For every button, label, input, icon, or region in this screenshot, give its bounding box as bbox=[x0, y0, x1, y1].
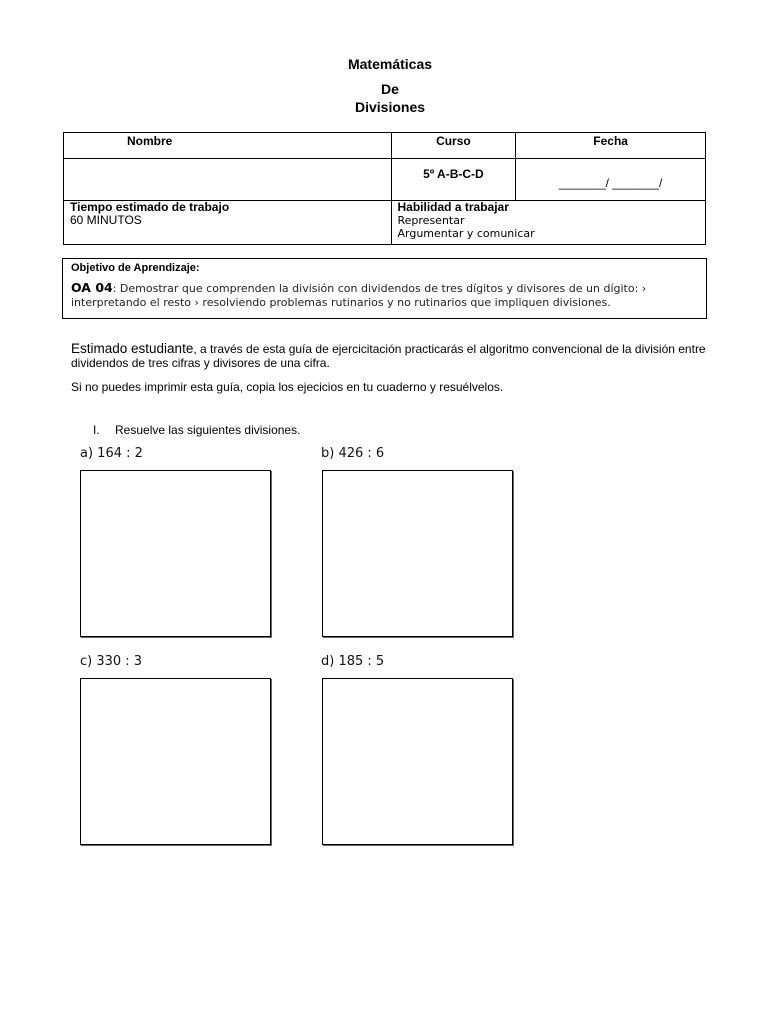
nombre-field[interactable] bbox=[64, 159, 392, 201]
section-instruction: Resuelve las siguientes divisiones. bbox=[115, 423, 301, 437]
curso-header: Curso bbox=[391, 133, 516, 159]
fecha-field[interactable]: _______/ _______/ bbox=[516, 159, 706, 201]
intro-note: Si no puedes imprimir esta guía, copia los ejecicios en tu cuaderno y resuélvelos. bbox=[71, 380, 504, 394]
habilidad-item: Argumentar y comunicar bbox=[397, 227, 535, 240]
section-number: I. bbox=[93, 423, 100, 437]
exercise-answer-box[interactable] bbox=[80, 470, 271, 637]
exercise-answer-box[interactable] bbox=[80, 678, 271, 845]
tiempo-cell bbox=[64, 201, 392, 245]
habilidad-item: Representar bbox=[397, 214, 465, 227]
section-heading bbox=[93, 423, 300, 437]
intro-greeting: Estimado estudiante bbox=[71, 341, 194, 356]
objective-label: Objetivo de Aprendizaje: bbox=[71, 262, 200, 274]
learning-objective-box bbox=[62, 258, 707, 319]
exercise-answer-box[interactable] bbox=[322, 470, 513, 637]
intro-paragraph bbox=[71, 342, 711, 370]
tiempo-label: Tiempo estimado de trabajo bbox=[70, 200, 230, 214]
tiempo-value: 60 MINUTOS bbox=[70, 213, 142, 227]
intro-text: , a través de esta guía de ejercicitación practicarás el algoritmo convencional de la división entre dividendos de tres cifras y divisores de una cifra. bbox=[71, 342, 706, 370]
exercise-label: c) 330 : 3 bbox=[80, 654, 143, 669]
exercise-label: a) 164 : 2 bbox=[80, 446, 143, 461]
objective-text bbox=[71, 281, 698, 310]
objective-code: OA 04 bbox=[71, 280, 113, 295]
topic-title: Divisiones bbox=[354, 99, 426, 115]
habilidad-cell bbox=[391, 201, 706, 245]
exercise-label: b) 426 : 6 bbox=[321, 446, 385, 461]
objective-description: : Demostrar que comprenden la división con dividendos de tres dígitos y divisores de un dígito: › interpretando el resto › resolviendo problemas rutinarios y no rutinarios que impliquen divisiones. bbox=[71, 282, 647, 309]
student-info-table bbox=[63, 132, 706, 245]
title-connector: De bbox=[381, 81, 399, 97]
curso-value: 5º A-B-C-D bbox=[391, 159, 516, 201]
exercise-answer-box[interactable] bbox=[322, 678, 513, 845]
nombre-header: Nombre bbox=[64, 133, 392, 159]
fecha-header: Fecha bbox=[516, 133, 706, 159]
exercise-label: d) 185 : 5 bbox=[321, 654, 385, 669]
habilidad-label: Habilidad a trabajar bbox=[397, 200, 509, 214]
subject-title: Matemáticas bbox=[347, 56, 433, 72]
